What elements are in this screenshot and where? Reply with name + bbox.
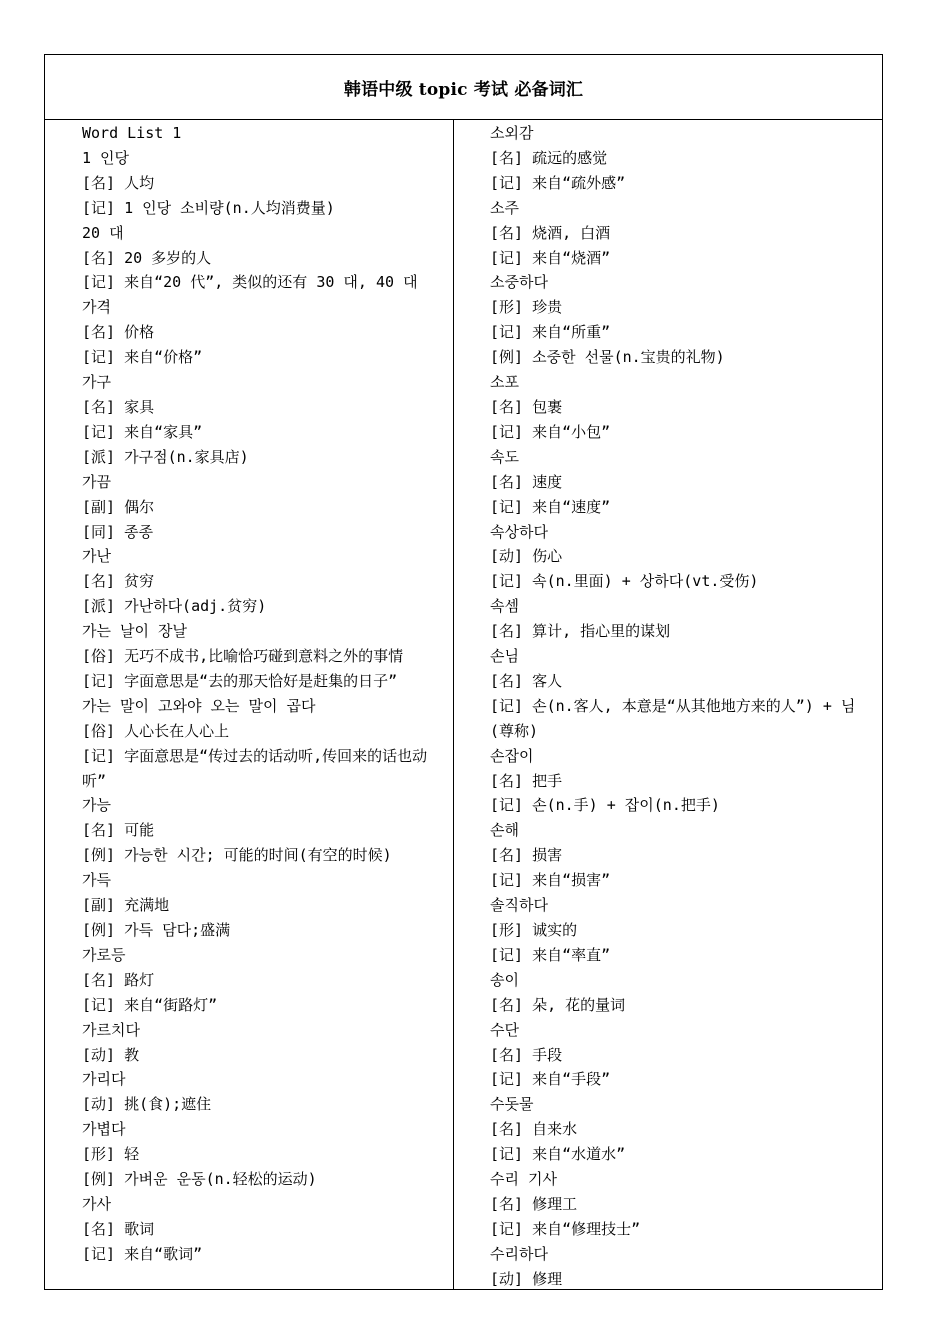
vocab-line: 가끔 — [82, 472, 111, 491]
vocab-line: 송이 — [490, 970, 519, 989]
vocab-line: 속셈 — [490, 597, 519, 616]
vocab-line: [记] 来自“手段” — [490, 1070, 611, 1089]
vocab-line: [名] 把手 — [490, 771, 563, 790]
vocab-line: 가는 말이 고와야 오는 말이 곱다 — [82, 696, 316, 715]
vocab-line: [名] 人均 — [82, 173, 155, 192]
vocab-line: [名] 家具 — [82, 397, 155, 416]
vocab-line: 가리다 — [82, 1070, 126, 1089]
vocab-line: [名] 20 多岁的人 — [82, 248, 212, 267]
vocab-line: [名] 自来水 — [490, 1120, 578, 1139]
vocab-line: 가는 날이 장날 — [82, 622, 188, 641]
vocab-line: [记] 来自“家具” — [82, 422, 203, 441]
vocab-line: [名] 贫穷 — [82, 572, 155, 591]
vocab-line: [名] 包裹 — [490, 397, 563, 416]
vocab-line: 손해 — [490, 821, 519, 840]
vocabulary-table — [44, 54, 883, 1290]
vocab-line: [记] 来自“价格” — [82, 348, 203, 367]
right-column — [490, 121, 878, 1292]
vocab-line: 가로등 — [82, 945, 126, 964]
vocab-line: [名] 客人 — [490, 671, 563, 690]
vocab-line: 솔직하다 — [490, 896, 548, 915]
vocab-line: [记] 来自“修理技士” — [490, 1219, 641, 1238]
vocab-line: 손잡이 — [490, 746, 534, 765]
vocab-line: [例] 가득 담다;盛满 — [82, 921, 231, 939]
vocab-line: [名] 歌词 — [82, 1219, 155, 1238]
vocab-line: Word List 1 — [82, 124, 182, 142]
vocab-line: 가르치다 — [82, 1020, 140, 1039]
vocab-line: [记] 字面意思是“传过去的话动听,传回来的话也动听” — [82, 746, 428, 790]
vocab-line: [动] 挑(食);遮住 — [82, 1095, 212, 1114]
vocab-line: [记] 来自“速度” — [490, 497, 611, 516]
vocab-line: [名] 算计, 指心里的谋划 — [490, 622, 671, 641]
vocab-line: [例] 가벼운 운동(n.轻松的运动) — [82, 1170, 317, 1189]
vocab-line: [名] 速度 — [490, 472, 563, 491]
vocab-line: [俗] 人心长在人心上 — [82, 721, 230, 740]
vocab-line: [记] 来自“疏外感” — [490, 173, 626, 192]
vocab-line: [形] 珍贵 — [490, 298, 563, 317]
vocab-line: [记] 来自“歌词” — [82, 1244, 203, 1263]
vocab-line: [名] 烧酒, 白酒 — [490, 223, 611, 242]
vocab-line: [记] 来自“水道水” — [490, 1145, 626, 1164]
vocab-line: [例] 소중한 선물(n.宝贵的礼物) — [490, 348, 725, 367]
vocab-line: 소주 — [490, 198, 519, 217]
vocab-line: [记] 来自“烧酒” — [490, 248, 611, 267]
vocab-line: [名] 路灯 — [82, 970, 155, 989]
vocab-line: [名] 可能 — [82, 821, 155, 840]
vocab-line: 손님 — [490, 647, 519, 666]
vocab-line: 속도 — [490, 447, 519, 466]
vocab-line: [记] 来自“小包” — [490, 422, 611, 441]
vocab-line: 가난 — [82, 547, 111, 566]
vocab-line: 수단 — [490, 1020, 519, 1039]
vocab-line: [名] 手段 — [490, 1045, 563, 1064]
vocab-line: [例] 가능한 시간; 可能的时间(有空的时候) — [82, 846, 392, 865]
vocab-line: 수리 기사 — [490, 1170, 557, 1189]
vocab-line: 가볍다 — [82, 1120, 126, 1139]
vocab-line: [动] 修理 — [490, 1269, 563, 1288]
vocab-line: [记] 来自“率直” — [490, 945, 611, 964]
vocab-line: [记] 손(n.客人, 本意是“从其他地方来的人”) + 님(尊称) — [490, 696, 856, 740]
vocab-line: [名] 疏远的感觉 — [490, 148, 608, 167]
vocab-line: [记] 손(n.手) + 잡이(n.把手) — [490, 796, 720, 815]
vocab-line: 소중하다 — [490, 273, 548, 292]
vocab-line: [记] 来自“20 代”, 类似的还有 30 대, 40 대 — [82, 273, 418, 292]
vocab-line: [名] 朵, 花的量词 — [490, 995, 626, 1014]
vocab-line: 가사 — [82, 1194, 111, 1213]
vocab-line: [派] 가난하다(adj.贫穷) — [82, 597, 267, 616]
vocab-line: 가구 — [82, 373, 111, 392]
vocab-line: 수리하다 — [490, 1244, 548, 1263]
vocab-line: 20 대 — [82, 223, 124, 242]
vocab-line: [副] 充满地 — [82, 896, 170, 915]
vocab-line: 가격 — [82, 298, 111, 317]
column-divider — [453, 119, 454, 1289]
left-column — [82, 121, 440, 1267]
vocab-line: [形] 轻 — [82, 1145, 140, 1164]
vocab-line: [记] 来自“街路灯” — [82, 995, 218, 1014]
vocab-line: 소외감 — [490, 124, 534, 142]
vocab-line: 소포 — [490, 373, 519, 392]
vocab-line: [记] 字面意思是“去的那天恰好是赶集的日子” — [82, 671, 398, 690]
vocab-line: [动] 伤心 — [490, 547, 563, 566]
table-body — [45, 119, 882, 1289]
vocab-line: [名] 修理工 — [490, 1194, 578, 1213]
vocab-line: 속상하다 — [490, 522, 548, 541]
vocab-line: [记] 속(n.里面) + 상하다(vt.受伤) — [490, 572, 759, 591]
document-title: 韩语中级 topic 考试 必备词汇 — [45, 55, 882, 120]
vocab-line: [动] 教 — [82, 1045, 140, 1064]
vocab-line: [记] 来自“所重” — [490, 323, 611, 342]
vocab-line: [同] 종종 — [82, 522, 154, 541]
vocab-line: 가득 — [82, 871, 111, 890]
vocab-line: [派] 가구점(n.家具店) — [82, 447, 249, 466]
vocab-line: [名] 价格 — [82, 323, 155, 342]
vocab-line: [形] 诚实的 — [490, 921, 578, 939]
vocab-line: [记] 1 인당 소비량(n.人均消费量) — [82, 198, 335, 217]
vocab-line: [记] 来自“损害” — [490, 871, 611, 890]
vocab-line: [名] 损害 — [490, 846, 563, 865]
vocab-line: 1 인당 — [82, 148, 130, 167]
vocab-line: [副] 偶尔 — [82, 497, 155, 516]
vocab-line: 가능 — [82, 796, 111, 815]
vocab-line: [俗] 无巧不成书,比喻恰巧碰到意料之外的事情 — [82, 647, 404, 666]
vocab-line: 수돗물 — [490, 1095, 534, 1114]
